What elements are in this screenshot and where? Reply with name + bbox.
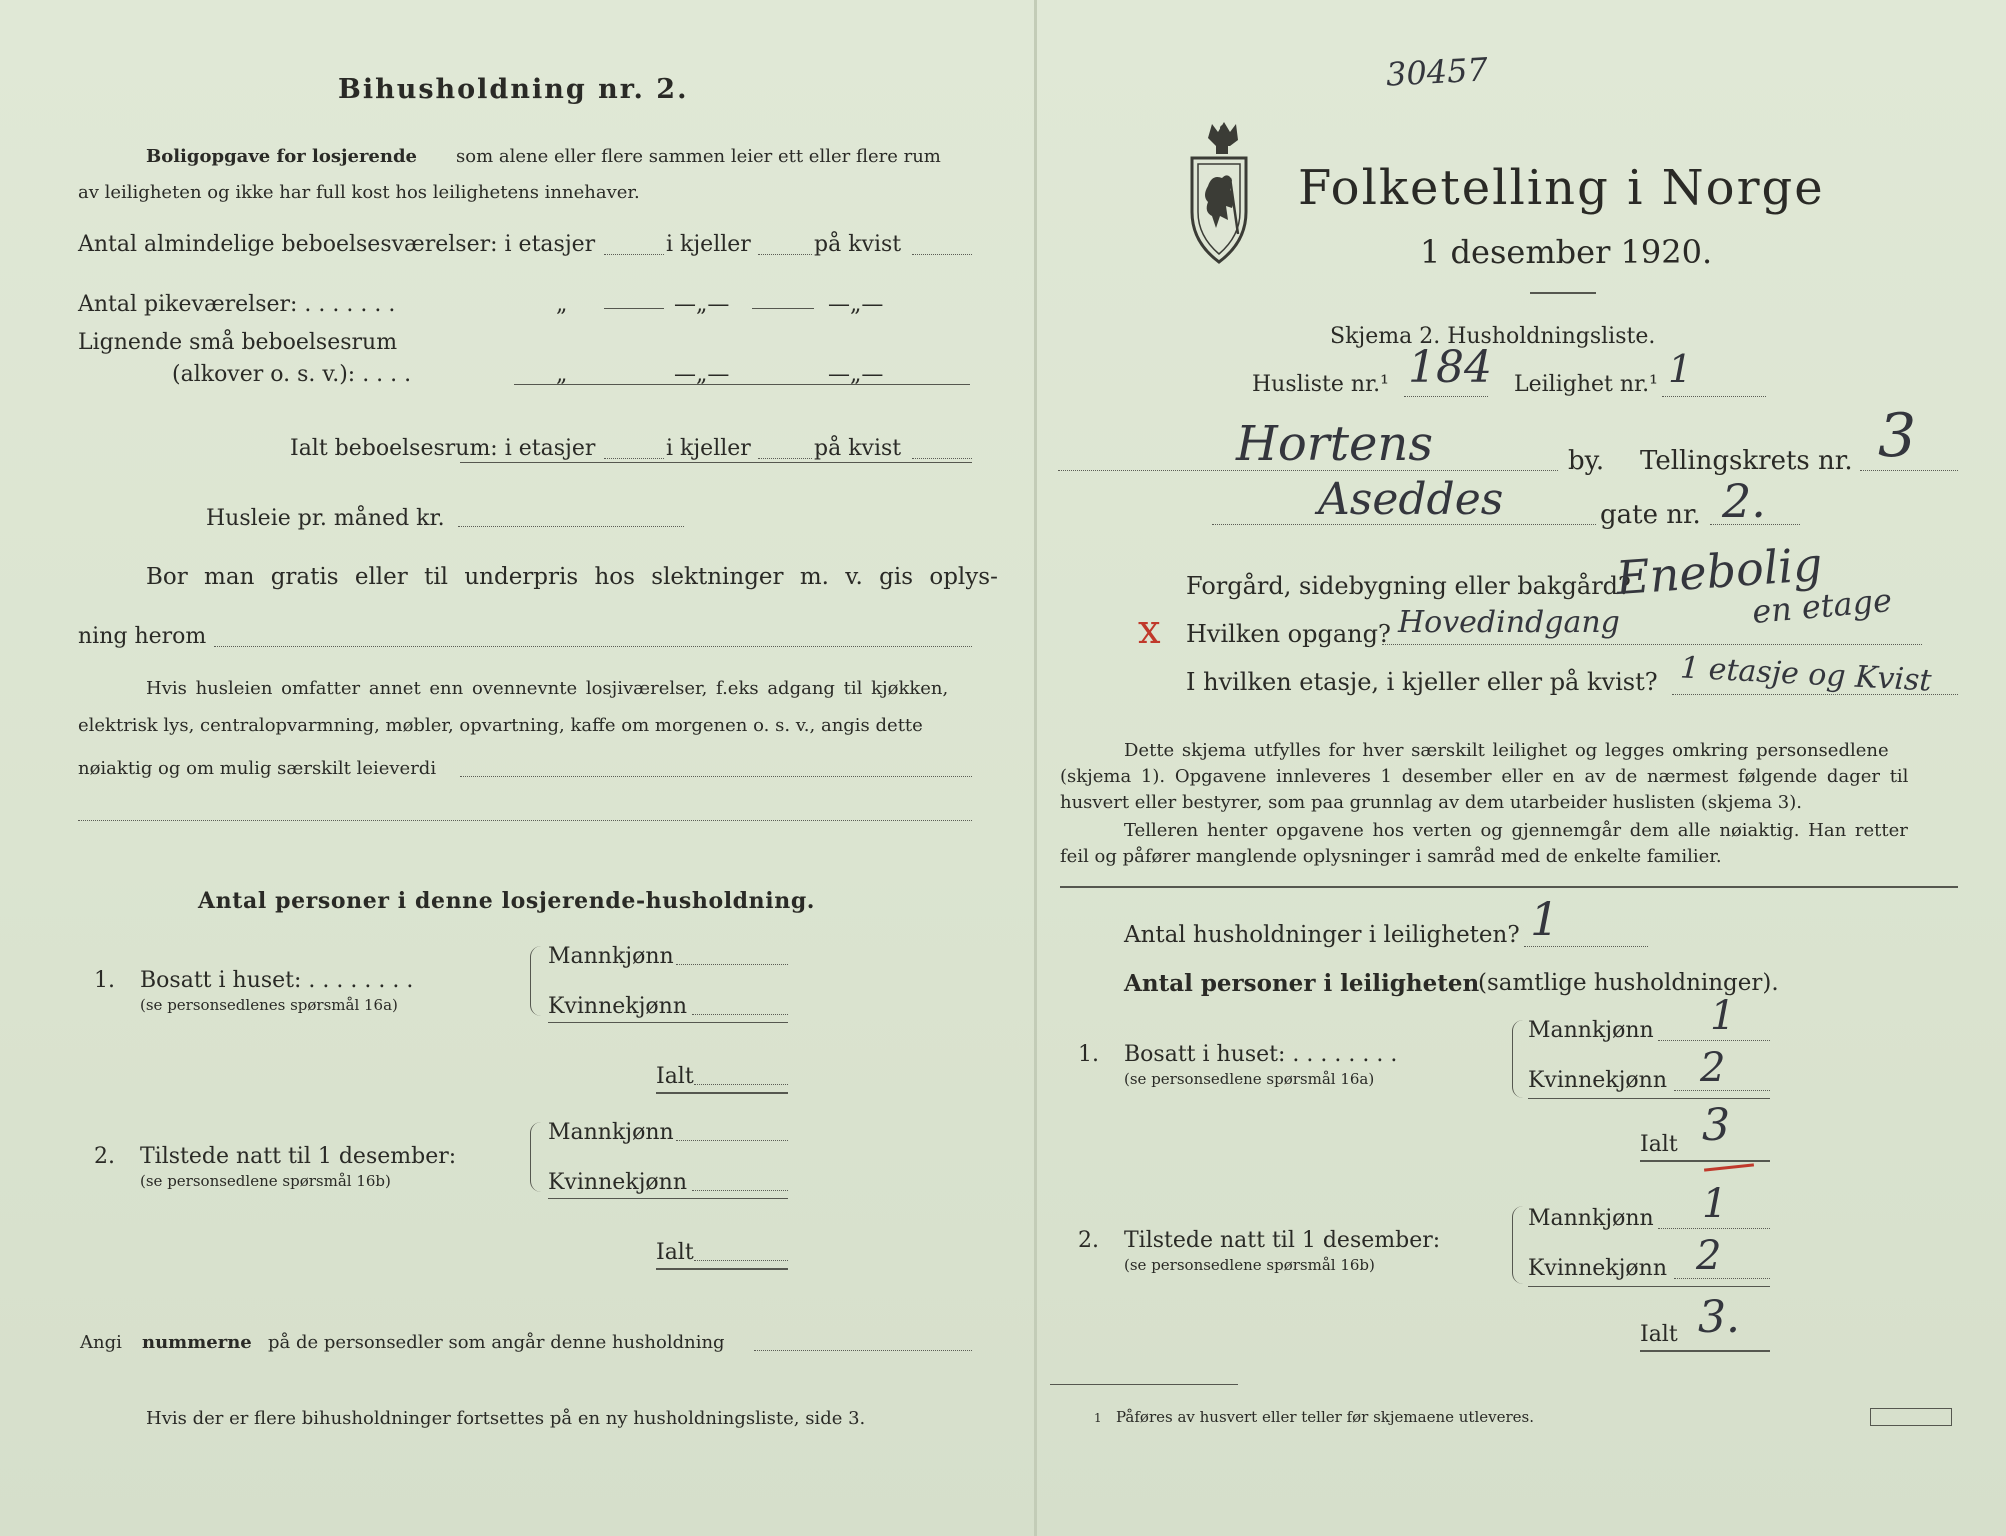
form-date: 1 desember 1920. bbox=[1420, 233, 1713, 271]
left-q2-female-field[interactable] bbox=[692, 1190, 788, 1191]
right-q2-female-field[interactable] bbox=[1674, 1278, 1770, 1279]
street-value: Aseddes bbox=[1318, 474, 1504, 525]
persons-rest: (samtlige husholdninger). bbox=[1478, 970, 1779, 996]
includes-field[interactable] bbox=[460, 776, 972, 777]
intro-text: som alene eller flere sammen leier ett eller flere rum bbox=[456, 146, 941, 167]
kvist-label: på kvist bbox=[814, 436, 902, 461]
coat-of-arms-icon bbox=[1186, 116, 1252, 264]
left-q1-total-underline bbox=[656, 1092, 788, 1094]
right-q1-number: 1. bbox=[1078, 1042, 1099, 1067]
male-label: Mannkjønn bbox=[548, 1120, 674, 1145]
right-q2-female-value: 2 bbox=[1696, 1233, 1722, 1279]
left-q1-total-field[interactable] bbox=[694, 1084, 788, 1085]
total-kjeller-field[interactable] bbox=[758, 458, 812, 459]
husliste-label: Husliste nr.¹ bbox=[1252, 372, 1389, 397]
archive-number: 30457 bbox=[1385, 50, 1489, 94]
left-q2-sub: (se personsedlene spørsmål 16b) bbox=[140, 1172, 391, 1190]
intro-bold: Boligopgave for losjerende bbox=[146, 146, 418, 167]
pike-field-2[interactable] bbox=[752, 308, 814, 309]
right-q2-total-underline bbox=[1640, 1350, 1770, 1352]
red-check-mark: x bbox=[1138, 607, 1161, 653]
left-q2-underline bbox=[548, 1198, 788, 1199]
left-q2-total-underline bbox=[656, 1268, 788, 1270]
small-rooms-line bbox=[514, 384, 970, 385]
left-q2-label: Tilstede natt til 1 desember: bbox=[140, 1144, 457, 1169]
right-q1-underline bbox=[1528, 1098, 1770, 1099]
brace bbox=[530, 1122, 541, 1192]
right-q2-male-field[interactable] bbox=[1658, 1228, 1770, 1229]
etasje-field[interactable] bbox=[1672, 694, 1958, 695]
page-fold bbox=[1034, 0, 1037, 1536]
small-rooms-label: Lignende små beboelsesrum bbox=[78, 330, 398, 355]
gratis-text: Bor man gratis eller til underpris hos slektninger m. v. gis oplys- bbox=[146, 564, 998, 590]
includes-field-2[interactable] bbox=[78, 820, 972, 821]
ditto-mark: „ bbox=[556, 292, 568, 317]
etasje-label: I hvilken etasje, i kjeller eller på kvist? bbox=[1186, 668, 1658, 696]
right-q2-sub: (se personsedlene spørsmål 16b) bbox=[1124, 1256, 1375, 1274]
footnote-rule bbox=[1050, 1384, 1238, 1385]
ditto-mark: —„— bbox=[674, 362, 730, 387]
total-label: Ialt bbox=[656, 1240, 694, 1265]
instructions-1: Dette skjema utfylles for hver særskilt leilighet og legges omkring personsedlene bbox=[1124, 740, 1889, 761]
printer-stamp bbox=[1870, 1408, 1952, 1426]
leilighet-value: 1 bbox=[1668, 347, 1693, 391]
right-q2-number: 2. bbox=[1078, 1228, 1099, 1253]
by-label: by. bbox=[1568, 446, 1605, 476]
krets-label: Tellingskrets nr. bbox=[1640, 446, 1853, 476]
gate-value: 2. bbox=[1722, 474, 1766, 528]
left-q1-female-field[interactable] bbox=[692, 1014, 788, 1015]
instructions-5: feil og påfører manglende oplysninger i samråd med de enkelte familier. bbox=[1060, 846, 1722, 867]
footnote-text: Påføres av husvert eller teller før skjemaene utleveres. bbox=[1116, 1408, 1534, 1426]
right-q2-total-value: 3. bbox=[1698, 1292, 1740, 1343]
opgang-label: Hvilken opgang? bbox=[1186, 620, 1391, 648]
numbers-pre: Angi bbox=[80, 1332, 122, 1353]
left-q1-underline bbox=[548, 1022, 788, 1023]
opgang-field[interactable] bbox=[1382, 644, 1922, 645]
leilighet-label: Leilighet nr.¹ bbox=[1514, 372, 1658, 397]
forgaard-value-2: en etage bbox=[1750, 580, 1894, 632]
female-label: Kvinnekjønn bbox=[1528, 1068, 1667, 1093]
persons-bold: Antal personer i leiligheten bbox=[1124, 970, 1480, 997]
persons-title: Antal personer i denne losjerende-husholdning. bbox=[198, 888, 816, 914]
female-label: Kvinnekjønn bbox=[548, 994, 687, 1019]
rent-label: Husleie pr. måned kr. bbox=[206, 506, 445, 531]
kjeller-label: i kjeller bbox=[666, 436, 751, 461]
city-field[interactable] bbox=[1058, 470, 1558, 471]
rooms-kjeller-field[interactable] bbox=[758, 254, 812, 255]
households-label: Antal husholdninger i leiligheten? bbox=[1124, 922, 1520, 948]
pike-label: Antal pikeværelser: . . . . . . . bbox=[78, 292, 396, 317]
right-q1-total-underline bbox=[1640, 1160, 1770, 1162]
rooms-kvist-field[interactable] bbox=[912, 254, 972, 255]
gate-label: gate nr. bbox=[1600, 500, 1701, 530]
includes-text-1: Hvis husleien omfatter annet enn ovennevnte losjiværelser, f.eks adgang til kjøkken, bbox=[146, 678, 949, 699]
brace bbox=[1512, 1206, 1523, 1284]
red-underline-mark bbox=[1704, 1163, 1754, 1171]
households-field[interactable] bbox=[1524, 946, 1648, 947]
forgaard-label: Forgård, sidebygning eller bakgård? bbox=[1186, 572, 1631, 600]
includes-text-2: elektrisk lys, centralopvarmning, møbler, opvartning, kaffe om morgenen o. s. v., angis dette bbox=[78, 715, 923, 736]
total-label: Ialt bbox=[1640, 1322, 1678, 1347]
continue-note: Hvis der er flere bihusholdninger fortsettes på en ny husholdningsliste, side 3. bbox=[146, 1408, 866, 1429]
female-label: Kvinnekjønn bbox=[1528, 1256, 1667, 1281]
left-title: Bihusholdning nr. 2. bbox=[338, 74, 689, 105]
numbers-field[interactable] bbox=[754, 1350, 972, 1351]
left-q2-total-field[interactable] bbox=[694, 1260, 788, 1261]
right-q2-underline bbox=[1528, 1286, 1770, 1287]
kjeller-label: i kjeller bbox=[666, 232, 751, 257]
total-label: Ialt bbox=[1640, 1132, 1678, 1157]
female-label: Kvinnekjønn bbox=[548, 1170, 687, 1195]
rooms-label: Antal almindelige beboelsesværelser: i etasjer bbox=[78, 232, 596, 257]
brace bbox=[1512, 1020, 1523, 1098]
pike-field-1[interactable] bbox=[604, 308, 664, 309]
street-field[interactable] bbox=[1212, 524, 1596, 525]
right-q2-male-value: 1 bbox=[1702, 1181, 1728, 1227]
title-rule bbox=[1530, 292, 1596, 294]
city-value: Hortens bbox=[1236, 416, 1433, 472]
total-rooms-label: Ialt beboelsesrum: i etasjer bbox=[290, 436, 596, 461]
total-kvist-field[interactable] bbox=[912, 458, 972, 459]
ditto-mark: —„— bbox=[828, 362, 884, 387]
ditto-mark: —„— bbox=[828, 292, 884, 317]
right-q1-label: Bosatt i huset: . . . . . . . . bbox=[1124, 1042, 1398, 1067]
gratis-text-2: ning herom bbox=[78, 624, 207, 649]
numbers-post: på de personsedler som angår denne husholdning bbox=[268, 1332, 725, 1353]
krets-value: 3 bbox=[1878, 401, 1917, 471]
kvist-label: på kvist bbox=[814, 232, 902, 257]
right-q1-female-field[interactable] bbox=[1674, 1090, 1770, 1091]
male-label: Mannkjønn bbox=[548, 944, 674, 969]
left-q1-sub: (se personsedlenes spørsmål 16a) bbox=[140, 996, 398, 1014]
ditto-mark: —„— bbox=[674, 292, 730, 317]
male-label: Mannkjønn bbox=[1528, 1206, 1654, 1231]
households-value: 1 bbox=[1530, 892, 1560, 946]
rooms-etasjer-field[interactable] bbox=[604, 254, 664, 255]
instructions-3: husvert eller bestyrer, som paa grunnlag av dem utarbeider huslisten (skjema 3). bbox=[1060, 792, 1802, 813]
total-rooms-underline bbox=[460, 462, 972, 463]
total-etasjer-field[interactable] bbox=[604, 458, 664, 459]
male-label: Mannkjønn bbox=[1528, 1018, 1654, 1043]
right-q1-female-value: 2 bbox=[1700, 1045, 1726, 1091]
leilighet-field[interactable] bbox=[1662, 396, 1766, 397]
husliste-value: 184 bbox=[1408, 342, 1492, 393]
left-q1-male-field[interactable] bbox=[676, 964, 788, 965]
gate-field[interactable] bbox=[1710, 524, 1800, 525]
ditto-mark: „ bbox=[556, 362, 568, 387]
total-label: Ialt bbox=[656, 1064, 694, 1089]
right-q1-male-field[interactable] bbox=[1658, 1040, 1770, 1041]
schema-label: Skjema 2. Husholdningsliste. bbox=[1330, 324, 1656, 349]
husliste-field[interactable] bbox=[1404, 396, 1488, 397]
forgaard-value: Enebolig bbox=[1614, 536, 1825, 606]
includes-text-3: nøiaktig og om mulig særskilt leieverdi bbox=[78, 758, 437, 779]
opgang-value: Hovedindgang bbox=[1398, 605, 1620, 640]
left-q2-male-field[interactable] bbox=[676, 1140, 788, 1141]
small-rooms-label-2: (alkover o. s. v.): . . . . bbox=[172, 362, 412, 387]
intro-text-2: av leiligheten og ikke har full kost hos leilighetens innehaver. bbox=[78, 182, 640, 203]
left-q1-number: 1. bbox=[94, 968, 115, 993]
krets-field[interactable] bbox=[1860, 470, 1958, 471]
left-q2-number: 2. bbox=[94, 1144, 115, 1169]
right-q1-male-value: 1 bbox=[1710, 993, 1736, 1039]
right-q1-sub: (se personsedlene spørsmål 16a) bbox=[1124, 1070, 1375, 1088]
section-divider bbox=[1060, 886, 1958, 888]
instructions-2: (skjema 1). Opgavene innleveres 1 desember eller en av de nærmest følgende dager til bbox=[1060, 766, 1909, 787]
brace bbox=[530, 946, 541, 1016]
left-q1-label: Bosatt i huset: . . . . . . . . bbox=[140, 968, 414, 993]
right-q1-total-value: 3 bbox=[1702, 1100, 1730, 1151]
etasje-value: 1 etasje og Kvist bbox=[1679, 650, 1933, 699]
numbers-bold: nummerne bbox=[142, 1332, 252, 1353]
rent-field[interactable] bbox=[458, 526, 684, 527]
gratis-field[interactable] bbox=[214, 646, 972, 647]
right-q2-label: Tilstede natt til 1 desember: bbox=[1124, 1228, 1441, 1253]
instructions-4: Telleren henter opgavene hos verten og gjennemgår dem alle nøiaktig. Han retter bbox=[1124, 820, 1908, 841]
form-title: Folketelling i Norge bbox=[1298, 160, 1825, 216]
footnote-number: 1 bbox=[1094, 1411, 1102, 1425]
